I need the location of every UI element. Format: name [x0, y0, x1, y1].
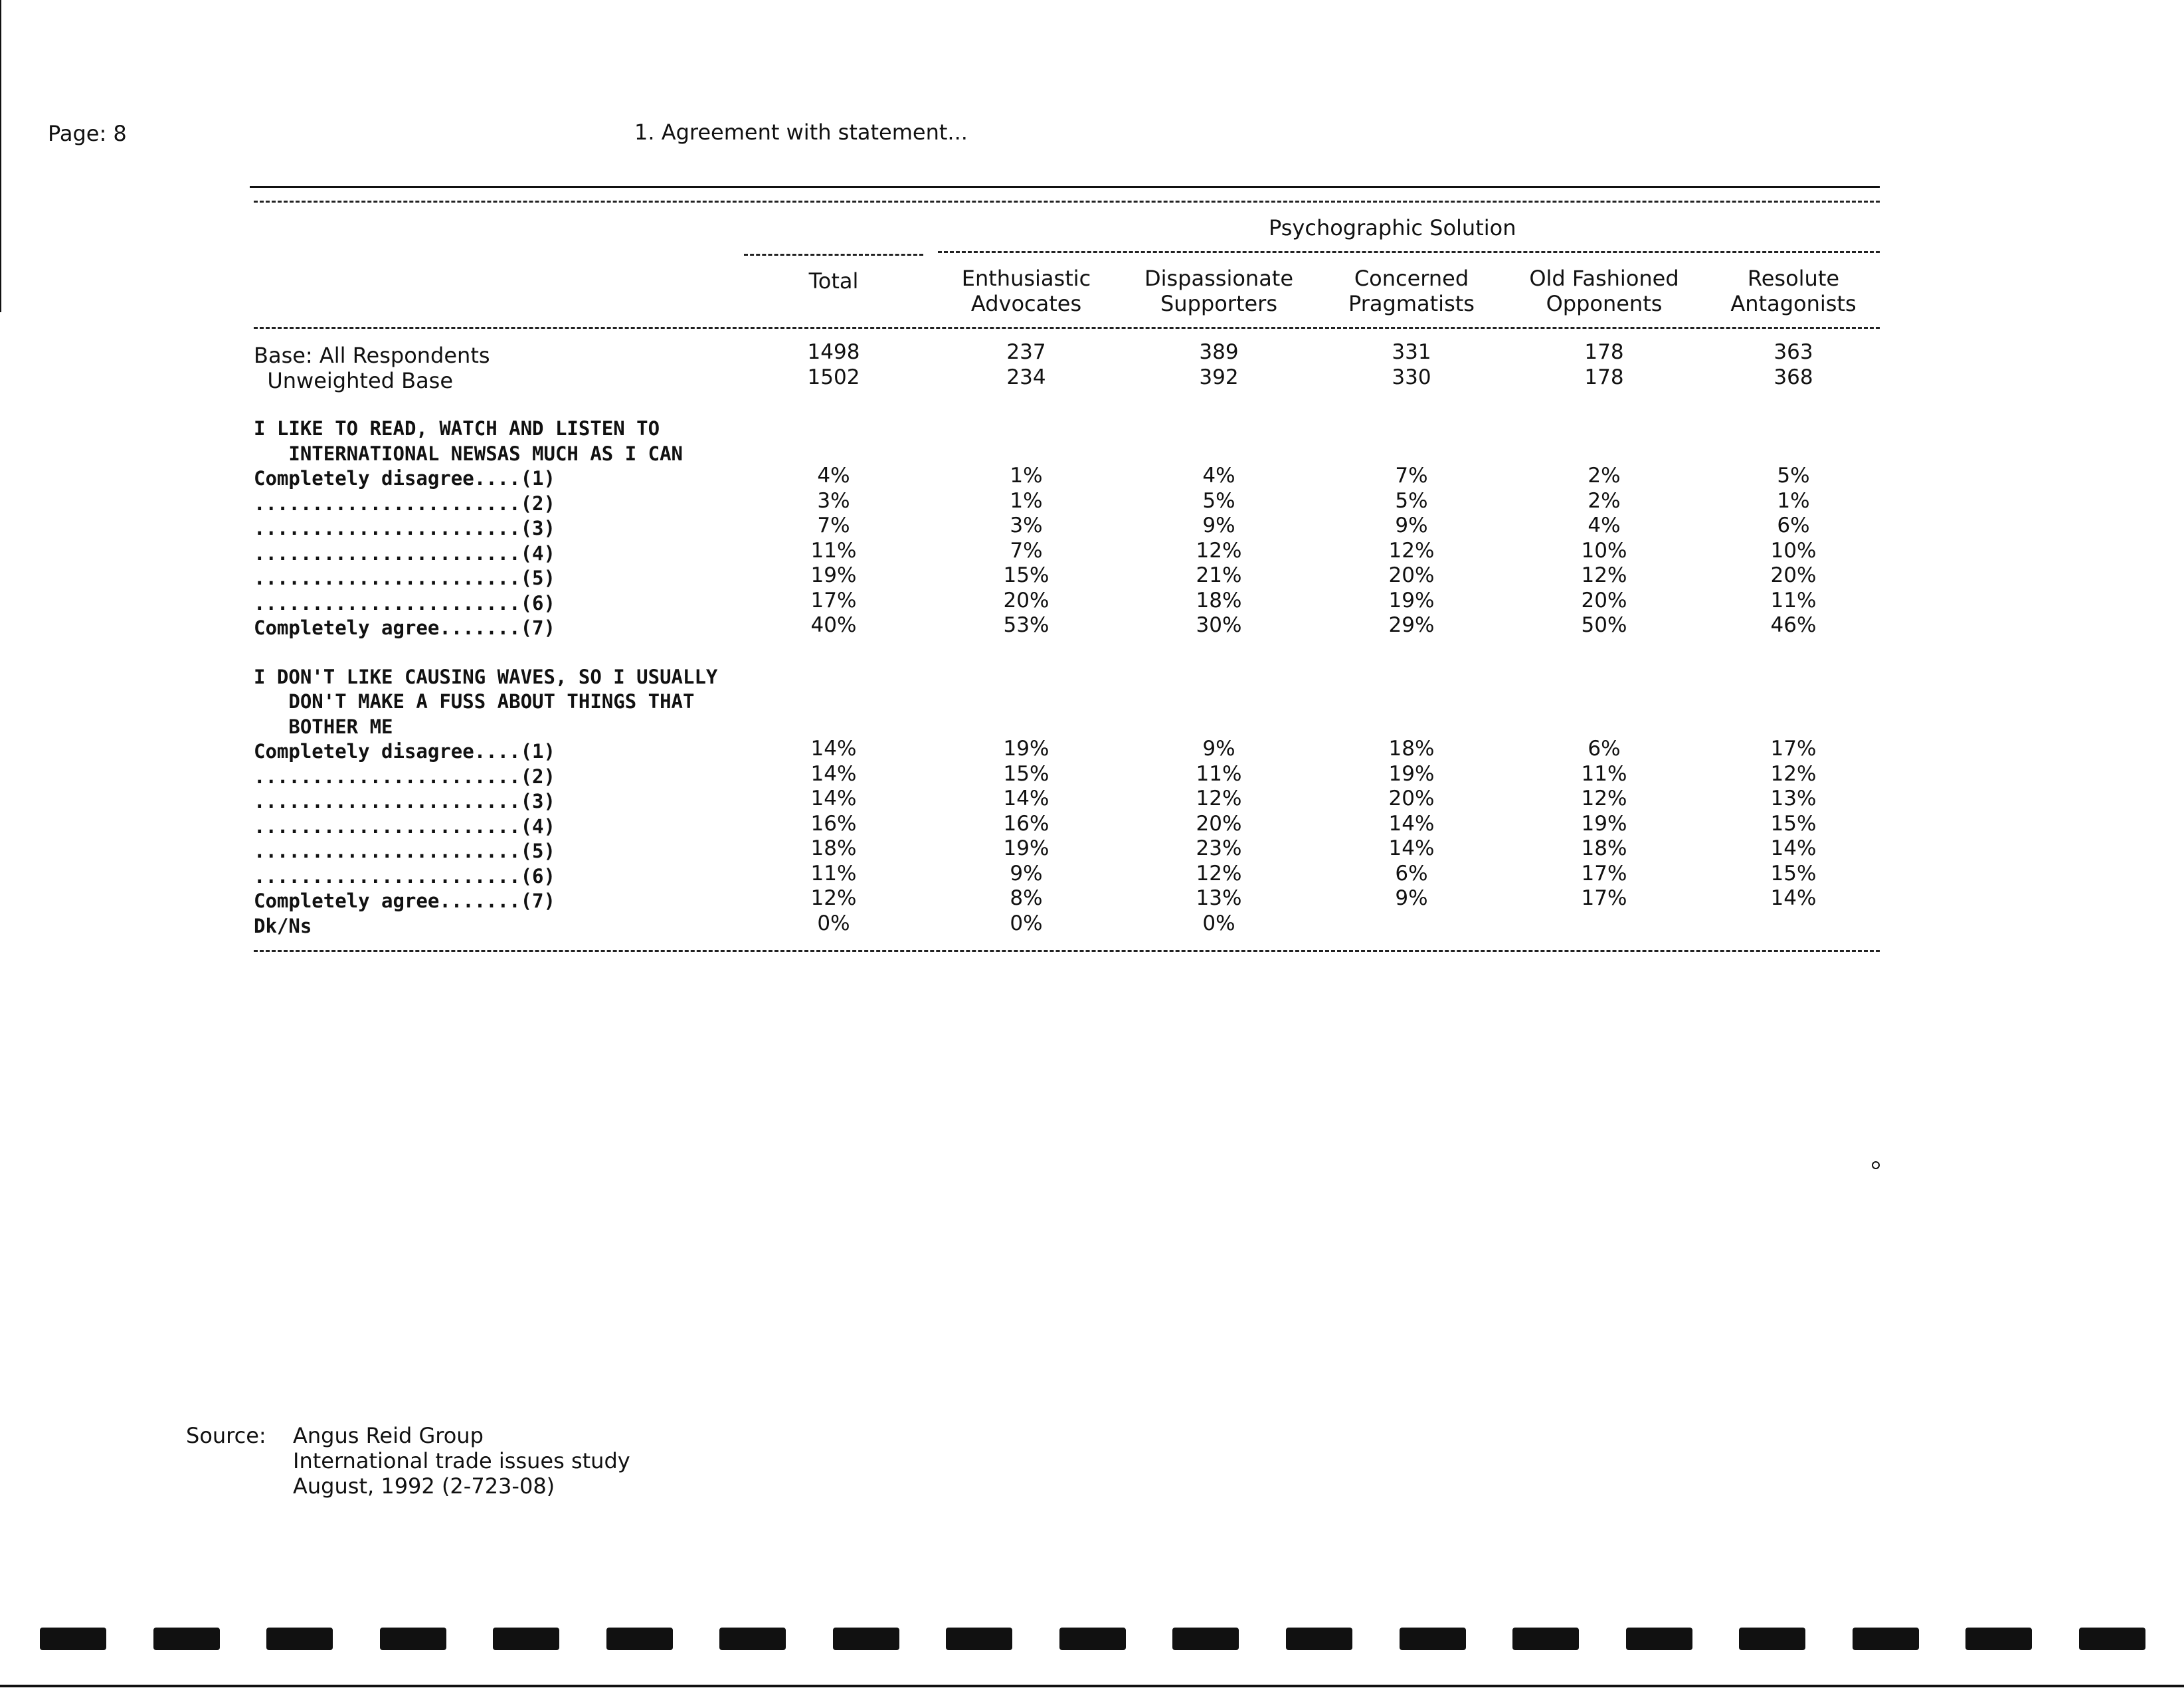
base-cell: 392	[1199, 365, 1239, 389]
group-underline	[938, 251, 1880, 253]
scan-mark	[1400, 1628, 1466, 1650]
percent-cell: 20%	[1388, 787, 1435, 810]
percent-cell: 11%	[1770, 588, 1817, 612]
percent-cell: 7%	[1010, 538, 1043, 563]
percent-cell: 14%	[1388, 811, 1435, 836]
percent-cell: 23%	[1196, 836, 1242, 860]
percent-cell: 18%	[1388, 737, 1435, 761]
scan-mark	[719, 1628, 786, 1650]
question-title: I DON'T LIKE CAUSING WAVES, SO I USUALLY	[254, 665, 718, 688]
scan-mark	[1965, 1628, 2032, 1650]
percent-cell: 19%	[1388, 761, 1435, 786]
percent-cell: 9%	[1202, 737, 1235, 761]
percent-cell: 17%	[810, 588, 857, 612]
scan-mark	[1739, 1628, 1805, 1650]
percent-cell: 1%	[1010, 464, 1043, 488]
scan-mark	[946, 1628, 1012, 1650]
top-dashed-rule	[254, 201, 1880, 203]
answer-row-label: Completely agree.......(7)	[254, 616, 555, 639]
percent-cell: 21%	[1196, 563, 1242, 587]
percent-cell: 4%	[817, 464, 850, 488]
percent-cell: 16%	[810, 811, 857, 836]
column-header: Concerned	[1354, 266, 1469, 291]
percent-cell: 12%	[1770, 761, 1817, 786]
percent-cell: 14%	[810, 787, 857, 810]
percent-cell: 0%	[1202, 911, 1235, 935]
percent-cell: 12%	[1388, 538, 1435, 563]
percent-cell: 14%	[810, 761, 857, 786]
percent-cell: 3%	[817, 488, 850, 513]
scan-mark	[493, 1628, 559, 1650]
total-underline	[744, 254, 923, 256]
scan-mark	[833, 1628, 899, 1650]
percent-cell: 19%	[1003, 737, 1049, 761]
percent-cell: 9%	[1202, 514, 1235, 537]
percent-cell: 20%	[1388, 563, 1435, 587]
percent-cell: 0%	[1010, 911, 1043, 935]
column-header: Enthusiastic	[961, 266, 1091, 291]
column-header: Supporters	[1160, 291, 1278, 316]
answer-row-label: .......................(3)	[254, 517, 555, 539]
percent-cell: 6%	[1777, 514, 1810, 537]
answer-row-label: .......................(6)	[254, 591, 555, 614]
answer-row-label: .......................(6)	[254, 864, 555, 888]
percent-cell: 11%	[810, 861, 857, 886]
percent-cell: 19%	[1581, 811, 1627, 836]
base-cell: 330	[1392, 365, 1431, 389]
percent-cell: 10%	[1770, 538, 1817, 563]
percent-cell: 14%	[1770, 836, 1817, 860]
percent-cell: 9%	[1395, 886, 1428, 910]
answer-row-label: .......................(4)	[254, 814, 555, 838]
percent-cell: 2%	[1588, 464, 1621, 488]
column-header: Pragmatists	[1348, 291, 1475, 316]
source-label: Source:	[186, 1423, 266, 1448]
base-cell: 237	[1006, 340, 1046, 364]
percent-cell: 9%	[1395, 514, 1428, 537]
percent-cell: 15%	[1003, 563, 1049, 587]
source-line-3: August, 1992 (2-723-08)	[293, 1473, 555, 1499]
percent-cell: 19%	[1003, 836, 1049, 860]
percent-cell: 20%	[1003, 588, 1049, 612]
percent-cell: 53%	[1003, 613, 1049, 637]
percent-cell: 12%	[1196, 861, 1242, 886]
base-cell: 234	[1006, 365, 1046, 389]
answer-row-label: .......................(5)	[254, 567, 555, 589]
source-line-1: Angus Reid Group	[293, 1423, 484, 1448]
percent-cell: 0%	[817, 911, 850, 935]
percent-cell: 1%	[1010, 488, 1043, 513]
percent-cell: 14%	[810, 737, 857, 761]
scan-mark	[1286, 1628, 1352, 1650]
base-cell: 1502	[807, 365, 860, 389]
percent-cell: 20%	[1581, 588, 1627, 612]
page-number: Page: 8	[48, 121, 127, 146]
percent-cell: 12%	[810, 886, 857, 910]
percent-cell: 15%	[1770, 861, 1817, 886]
column-header: Antagonists	[1730, 291, 1857, 316]
base-cell: 178	[1584, 365, 1624, 389]
question-title: I LIKE TO READ, WATCH AND LISTEN TO	[254, 417, 660, 440]
scan-mark	[40, 1628, 106, 1650]
column-header: Dispassionate	[1144, 266, 1294, 291]
stray-mark	[1872, 1161, 1880, 1169]
base-row-label: Base: All Respondents	[254, 343, 490, 368]
answer-row-label: Completely disagree....(1)	[254, 467, 555, 490]
base-cell: 389	[1199, 340, 1239, 364]
scan-mark	[1512, 1628, 1579, 1650]
percent-cell: 16%	[1003, 811, 1049, 836]
percent-cell: 9%	[1010, 861, 1043, 886]
percent-cell: 17%	[1770, 737, 1817, 761]
base-cell: 331	[1392, 340, 1431, 364]
scan-mark	[266, 1628, 333, 1650]
percent-cell: 1%	[1777, 488, 1810, 513]
column-header: Total	[808, 268, 859, 294]
percent-cell: 13%	[1770, 787, 1817, 810]
percent-cell: 14%	[1003, 787, 1049, 810]
percent-cell: 14%	[1388, 836, 1435, 860]
percent-cell: 11%	[1581, 761, 1627, 786]
percent-cell: 5%	[1777, 464, 1810, 488]
bottom-edge-line	[0, 1685, 2184, 1687]
percent-cell: 3%	[1010, 514, 1043, 537]
question-title: BOTHER ME	[254, 715, 393, 738]
answer-row-label: .......................(2)	[254, 765, 555, 788]
base-cell: 368	[1774, 365, 1813, 389]
answer-row-label: .......................(5)	[254, 840, 555, 862]
page-title: 1. Agreement with statement...	[634, 120, 968, 145]
scan-mark	[1059, 1628, 1126, 1650]
percent-cell: 17%	[1581, 861, 1627, 886]
percent-cell: 12%	[1581, 563, 1627, 587]
page-edge-line	[0, 0, 1, 312]
percent-cell: 12%	[1196, 787, 1242, 810]
percent-cell: 6%	[1395, 861, 1428, 886]
percent-cell: 50%	[1581, 613, 1627, 637]
scan-mark	[1853, 1628, 1919, 1650]
percent-cell: 10%	[1581, 538, 1627, 563]
percent-cell: 7%	[817, 514, 850, 537]
question-title: INTERNATIONAL NEWSAS MUCH AS I CAN	[254, 442, 683, 465]
base-cell: 363	[1774, 340, 1813, 364]
percent-cell: 4%	[1588, 514, 1621, 537]
column-header: Opponents	[1546, 291, 1663, 316]
answer-row-label: .......................(3)	[254, 790, 555, 812]
percent-cell: 18%	[1581, 836, 1627, 860]
percent-cell: 29%	[1388, 613, 1435, 637]
percent-cell: 5%	[1395, 488, 1428, 513]
percent-cell: 8%	[1010, 886, 1043, 910]
base-cell: 1498	[807, 340, 860, 364]
base-cell: 178	[1584, 340, 1624, 364]
answer-row-label: Completely agree.......(7)	[254, 890, 555, 912]
answer-row-label: .......................(4)	[254, 541, 555, 565]
percent-cell: 17%	[1581, 886, 1627, 910]
scan-mark	[606, 1628, 673, 1650]
percent-cell: 5%	[1202, 488, 1235, 513]
percent-cell: 12%	[1581, 787, 1627, 810]
percent-cell: 20%	[1196, 811, 1242, 836]
percent-cell: 40%	[810, 613, 857, 637]
scan-marks	[40, 1628, 2145, 1661]
percent-cell: 4%	[1202, 464, 1235, 488]
column-header: Advocates	[970, 291, 1082, 316]
percent-cell: 12%	[1196, 538, 1242, 563]
question-title: DON'T MAKE A FUSS ABOUT THINGS THAT	[254, 690, 695, 713]
percent-cell: 14%	[1770, 886, 1817, 910]
scan-mark	[380, 1628, 446, 1650]
percent-cell: 15%	[1003, 761, 1049, 786]
answer-row-label: Dk/Ns	[254, 914, 312, 937]
percent-cell: 30%	[1196, 613, 1242, 637]
scan-mark	[1172, 1628, 1239, 1650]
percent-cell: 2%	[1588, 488, 1621, 513]
answer-row-label: Completely disagree....(1)	[254, 740, 555, 763]
group-header: Psychographic Solution	[1269, 215, 1516, 240]
percent-cell: 20%	[1770, 563, 1817, 587]
column-header: Resolute	[1747, 266, 1840, 291]
bottom-rule	[254, 950, 1880, 952]
scan-mark	[2079, 1628, 2145, 1650]
percent-cell: 18%	[810, 836, 857, 860]
answer-row-label: .......................(2)	[254, 492, 555, 515]
percent-cell: 15%	[1770, 811, 1817, 836]
percent-cell: 11%	[1196, 761, 1242, 786]
header-rule	[254, 327, 1880, 329]
column-header: Old Fashioned	[1529, 266, 1679, 291]
percent-cell: 11%	[810, 538, 857, 563]
percent-cell: 19%	[1388, 588, 1435, 612]
source-line-2: International trade issues study	[293, 1448, 630, 1473]
base-row-label: Unweighted Base	[254, 367, 454, 393]
percent-cell: 13%	[1196, 886, 1242, 910]
percent-cell: 7%	[1395, 464, 1428, 488]
top-rule	[250, 186, 1880, 188]
scan-mark	[1626, 1628, 1692, 1650]
percent-cell: 18%	[1196, 588, 1242, 612]
percent-cell: 19%	[810, 563, 857, 587]
scan-mark	[153, 1628, 220, 1650]
percent-cell: 6%	[1588, 737, 1621, 761]
percent-cell: 46%	[1770, 613, 1817, 637]
